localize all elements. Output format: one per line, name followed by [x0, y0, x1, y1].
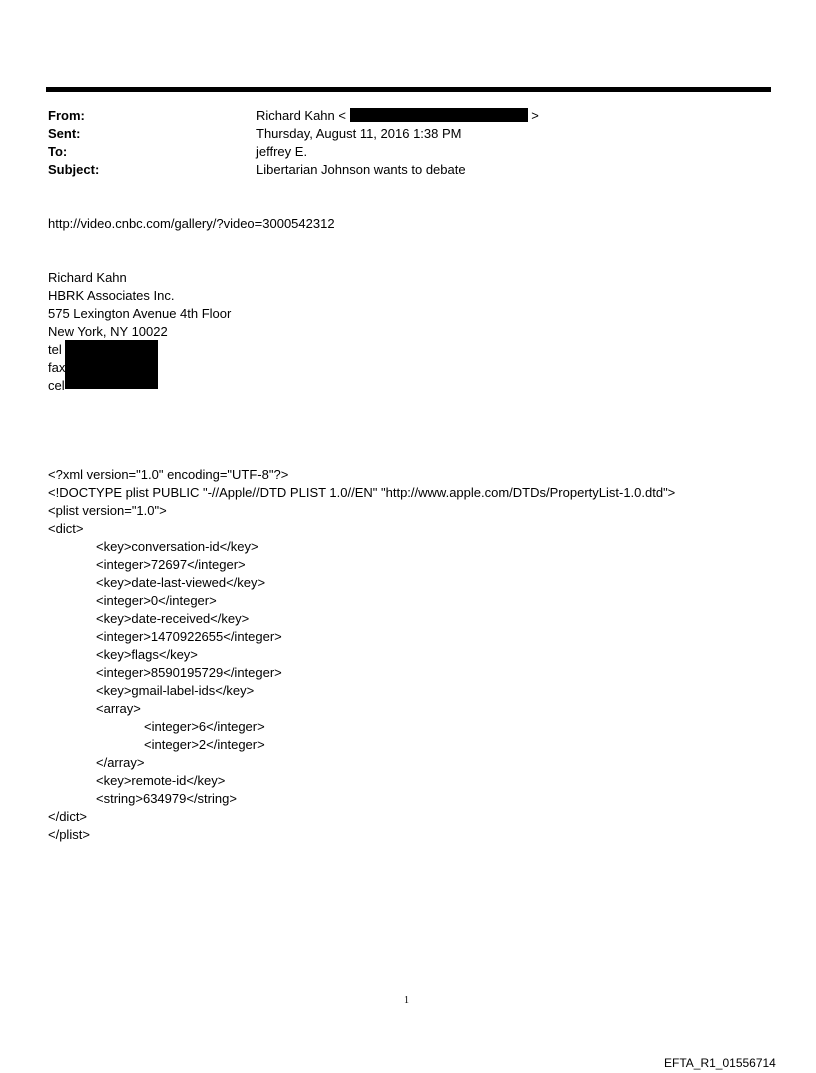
plist-dict-close: </dict> — [48, 809, 88, 824]
plist-line: <key>date-last-viewed</key> — [96, 575, 266, 590]
plist-array-open: <array> — [96, 701, 141, 716]
plist-xml-declaration: <?xml version="1.0" encoding="UTF-8"?> — [48, 467, 289, 482]
plist-line: <integer>1470922655</integer> — [96, 629, 282, 644]
plist-line: <key>gmail-label-ids</key> — [96, 683, 255, 698]
header-rule — [46, 87, 771, 92]
subject-row — [48, 161, 768, 179]
signature-cel-label: cel — [48, 378, 65, 393]
signature-tel-label: tel — [48, 342, 62, 357]
plist-array-close: </array> — [96, 755, 145, 770]
page-number: 1 — [404, 995, 409, 1006]
subject-value: Libertarian Johnson wants to debate — [256, 162, 466, 177]
to-label: To: — [48, 144, 68, 159]
from-value — [256, 107, 539, 125]
sent-label: Sent: — [48, 126, 81, 141]
plist-line: <integer>72697</integer> — [96, 557, 246, 572]
plist-line: <string>634979</string> — [96, 791, 237, 806]
from-row — [48, 107, 768, 125]
subject-label: Subject: — [48, 162, 100, 177]
plist-line: <key>flags</key> — [96, 647, 198, 662]
to-row — [48, 143, 768, 161]
phone-redaction — [65, 340, 158, 389]
plist-line: <key>date-received</key> — [96, 611, 250, 626]
bates-number: EFTA_R1_01556714 — [664, 1056, 776, 1070]
sent-row — [48, 125, 768, 143]
plist-line: <integer>8590195729</integer> — [96, 665, 282, 680]
signature-company: HBRK Associates Inc. — [48, 288, 175, 303]
from-email-close: > — [531, 108, 539, 123]
plist-line: <key>conversation-id</key> — [96, 539, 259, 554]
from-name: Richard Kahn < — [256, 108, 346, 123]
sent-value: Thursday, August 11, 2016 1:38 PM — [256, 126, 462, 141]
to-value: jeffrey E. — [256, 144, 308, 159]
from-email-redaction — [350, 108, 528, 122]
signature-address-line2: New York, NY 10022 — [48, 324, 168, 339]
signature-address-line1: 575 Lexington Avenue 4th Floor — [48, 306, 232, 321]
plist-line: <key>remote-id</key> — [96, 773, 226, 788]
plist-array-item: <integer>2</integer> — [144, 737, 265, 752]
plist-open: <plist version="1.0"> — [48, 503, 167, 518]
plist-dict-open: <dict> — [48, 521, 84, 536]
signature-name: Richard Kahn — [48, 270, 127, 285]
video-link[interactable]: http://video.cnbc.com/gallery/?video=3000542312 — [48, 216, 335, 231]
plist-doctype: <!DOCTYPE plist PUBLIC "-//Apple//DTD PLIST 1.0//EN" "http://www.apple.com/DTDs/PropertyList-1.0.dtd"> — [48, 485, 676, 500]
plist-line: <integer>0</integer> — [96, 593, 217, 608]
plist-array-item: <integer>6</integer> — [144, 719, 265, 734]
plist-close: </plist> — [48, 827, 90, 842]
signature-fax-label: fax — [48, 360, 66, 375]
from-label: From: — [48, 108, 85, 123]
